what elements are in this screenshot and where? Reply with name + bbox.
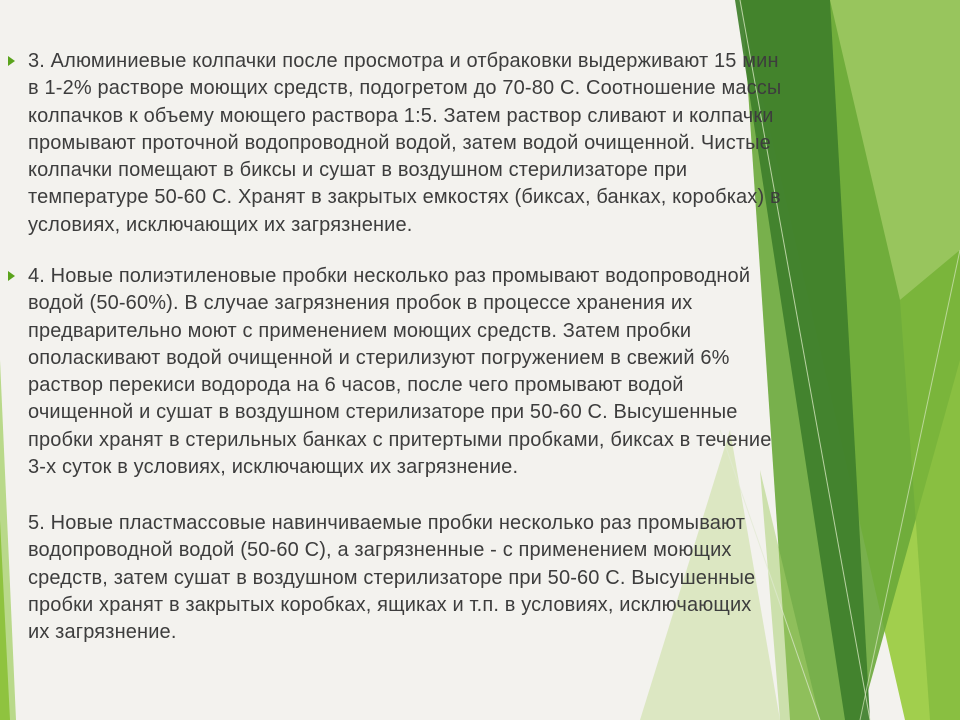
- text-line: колпачков к объему моющего раствора 1:5. Затем раствор сливают и колпачки: [28, 104, 774, 127]
- text-line: предварительно моют с применением моющих средств. Затем пробки: [28, 319, 692, 342]
- bullet-arrow-icon: [8, 271, 15, 281]
- text-line: пробки хранят в стерильных банках с притертыми пробками, биксах в течение: [28, 428, 772, 451]
- paragraph-text: [28, 263, 918, 481]
- text-line: в 1-2% растворе моющих средств, подогретом до 70-80 С. Соотношение массы: [28, 77, 782, 100]
- bullet-item-3: [0, 48, 930, 243]
- text-line: водой (50-60%). В случае загрязнения пробок в процессе хранения их: [28, 292, 693, 315]
- bullet-item-5: [0, 510, 930, 650]
- paragraph-text: [28, 510, 918, 646]
- bullet-item-4: [0, 263, 930, 485]
- text-line: температуре 50-60 С. Хранят в закрытых емкостях (биксах, банках, коробках) в: [28, 186, 781, 209]
- text-line: водопроводной водой (50-60 С), а загрязненные - с применением моющих: [28, 539, 732, 562]
- text-line: условиях, исключающих их загрязнение.: [28, 213, 413, 236]
- text-line: промывают проточной водопроводной водой, затем водой очищенной. Чистые: [28, 131, 771, 154]
- text-line: их загрязнение.: [28, 621, 177, 644]
- text-line: средств, затем сушат в воздушном стерилизаторе при 50-60 С. Высушенные: [28, 566, 756, 589]
- text-line: 5. Новые пластмассовые навинчиваемые пробки несколько раз промывают: [28, 512, 746, 534]
- text-line: раствор перекиси водорода на 6 часов, после чего промывают водой: [28, 374, 684, 397]
- text-line: 4. Новые полиэтиленовые пробки несколько раз промывают водопроводной: [28, 265, 751, 287]
- text-line: 3. Алюминиевые колпачки после просмотра и отбраковки выдерживают 15 мин: [28, 50, 779, 72]
- text-line: очищенной и сушат в воздушном стерилизаторе при 50-60 С. Высушенные: [28, 401, 738, 424]
- text-line: 3-х суток в условиях, исключающих их загрязнение.: [28, 456, 519, 479]
- text-line: ополаскивают водой очищенной и стерилизуют погружением в свежий 6%: [28, 346, 730, 369]
- paragraph-text: [28, 48, 918, 239]
- text-line: пробки хранят в закрытых коробках, ящиках и т.п. в условиях, исключающих: [28, 593, 752, 616]
- text-line: колпачки помещают в биксы и сушат в воздушном стерилизаторе при: [28, 159, 688, 182]
- bullet-arrow-icon: [8, 56, 15, 66]
